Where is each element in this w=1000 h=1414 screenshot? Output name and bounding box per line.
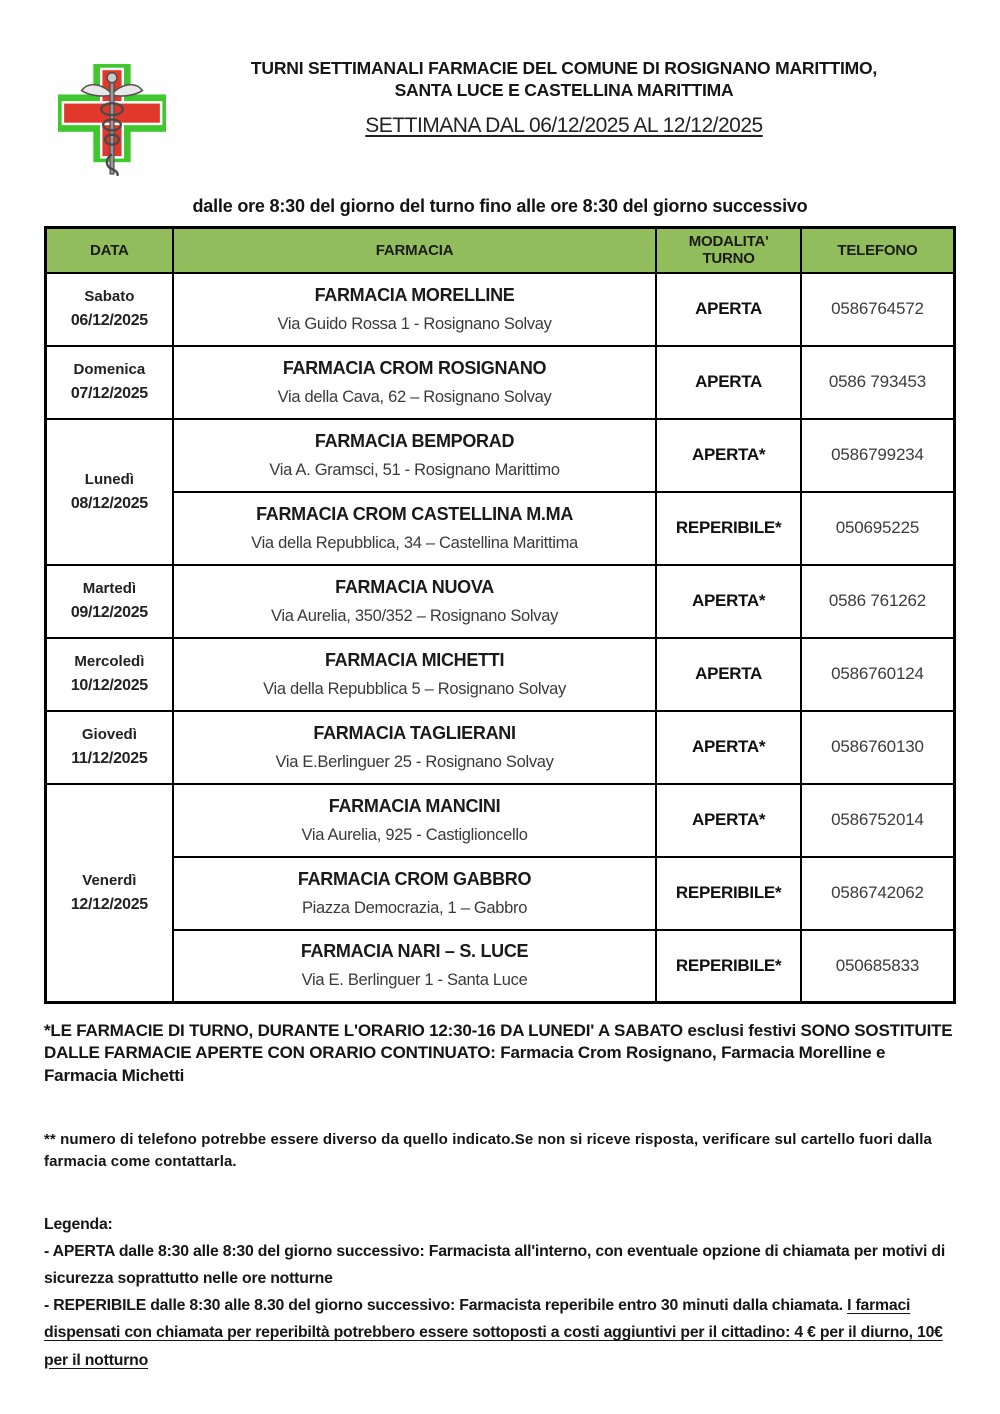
phone-cell: 050695225: [801, 492, 955, 565]
footnote-substitution: *LE FARMACIE DI TURNO, DURANTE L'ORARIO 12:30-16 DA LUNEDI' A SABATO esclusi festivi SONO SOSTITUITE DALLE FARMACIE APERTE CON ORARIO CONTINUATO: Farmacia Crom Rosignano, Farmacia Morelline e Farmacia Michetti: [44, 1021, 953, 1085]
pharmacy-cell: FARMACIA NUOVA Via Aurelia, 350/352 – Rosignano Solvay: [173, 565, 657, 638]
table-row: [46, 492, 955, 565]
table-row: [46, 638, 955, 711]
legend-title: Legenda:: [44, 1215, 113, 1233]
mode-cell: APERTA*: [656, 784, 801, 857]
mode-cell: APERTA*: [656, 419, 801, 492]
phone-cell: 0586 761262: [801, 565, 955, 638]
header-farmacia: FARMACIA: [173, 228, 657, 273]
legend-reperibile-line: [44, 1292, 956, 1373]
shift-hours-note: dalle ore 8:30 del giorno del turno fino alle ore 8:30 del giorno successivo: [192, 196, 808, 216]
mode-cell: REPERIBILE*: [656, 857, 801, 930]
pharmacy-cell: FARMACIA MICHETTI Via della Repubblica 5 – Rosignano Solvay: [173, 638, 657, 711]
day-cell-giovedi: Giovedì 11/12/2025: [46, 711, 173, 784]
pharmacy-cell: FARMACIA BEMPORAD Via A. Gramsci, 51 - Rosignano Marittimo: [173, 419, 657, 492]
table-row: [46, 346, 955, 419]
legend-reperibile-underlined-text: I farmaci dispensati con chiamata per reperibiltà potrebbero essere sottoposti a costi aggiuntivi per il cittadino: 4 € per il diurno, 10€ per il notturno: [44, 1297, 943, 1369]
document-header: [44, 58, 956, 181]
table-row: [46, 273, 955, 346]
table-row: [46, 784, 955, 857]
day-cell-venerdi: Venerdì 12/12/2025: [46, 784, 173, 1003]
phone-cell: 0586760130: [801, 711, 955, 784]
mode-cell: REPERIBILE*: [656, 492, 801, 565]
mode-cell: APERTA: [656, 638, 801, 711]
pharmacy-cross-icon: [44, 64, 172, 181]
phone-cell: 050685833: [801, 930, 955, 1003]
header-modalita-turno: MODALITA' TURNO: [656, 228, 801, 273]
phone-cell: 0586752014: [801, 784, 955, 857]
pharmacy-cell: FARMACIA TAGLIERANI Via E.Berlinguer 25 - Rosignano Solvay: [173, 711, 657, 784]
mode-cell: APERTA*: [656, 711, 801, 784]
header-data: DATA: [46, 228, 173, 273]
legend-aperta-term: - APERTA: [44, 1242, 115, 1260]
table-row: [46, 711, 955, 784]
legend-reperibile-text: dalle 8:30 alle 8.30 del giorno successivo: Farmacista reperibile entro 30 minuti dalla chiamata.: [146, 1297, 848, 1315]
mode-cell: APERTA*: [656, 565, 801, 638]
pharmacy-cell: FARMACIA CROM GABBRO Piazza Democrazia, 1 – Gabbro: [173, 857, 657, 930]
pharmacy-cell: FARMACIA CROM CASTELLINA M.MA Via della Repubblica, 34 – Castellina Marittima: [173, 492, 657, 565]
table-row: [46, 857, 955, 930]
legend-aperta-text: dalle 8:30 alle 8:30 del giorno successivo: Farmacista all'interno, con eventuale opzione di chiamata per motivi di sicurezza soprattutto nelle ore notturne: [44, 1242, 946, 1288]
table-row: [46, 930, 955, 1003]
phone-cell: 0586799234: [801, 419, 955, 492]
mode-cell: REPERIBILE*: [656, 930, 801, 1003]
day-cell-lunedi: Lunedì 08/12/2025: [46, 419, 173, 565]
pharmacy-shifts-table: [44, 226, 956, 1004]
phone-cell: 0586764572: [801, 273, 955, 346]
pharmacy-cell: FARMACIA MANCINI Via Aurelia, 925 - Castiglioncello: [173, 784, 657, 857]
table-header-row: [46, 228, 955, 273]
pharmacy-cell: FARMACIA MORELLINE Via Guido Rossa 1 - Rosignano Solvay: [173, 273, 657, 346]
footnote-phone-warning: ** numero di telefono potrebbe essere diverso da quello indicato.Se non si riceve risposta, verificare sul cartello fuori dalla farmacia come contattarla.: [44, 1131, 932, 1171]
legend-section: [44, 1211, 956, 1374]
phone-cell: 0586742062: [801, 857, 955, 930]
week-range-subtitle: SETTIMANA DAL 06/12/2025 AL 12/12/2025: [365, 113, 763, 137]
page-title-line2: SANTA LUCE E CASTELLINA MARITTIMA: [394, 79, 734, 100]
phone-cell: 0586 793453: [801, 346, 955, 419]
mode-cell: APERTA: [656, 273, 801, 346]
phone-cell: 0586760124: [801, 638, 955, 711]
mode-cell: APERTA: [656, 346, 801, 419]
day-cell-mercoledi: Mercoledì 10/12/2025: [46, 638, 173, 711]
pharmacy-cell: FARMACIA CROM ROSIGNANO Via della Cava, 62 – Rosignano Solvay: [173, 346, 657, 419]
table-row: [46, 419, 955, 492]
day-cell-domenica: Domenica 07/12/2025: [46, 346, 173, 419]
day-cell-martedi: Martedì 09/12/2025: [46, 565, 173, 638]
day-cell-sabato: Sabato 06/12/2025: [46, 273, 173, 346]
legend-reperibile-term: - REPERIBILE: [44, 1297, 147, 1315]
pharmacy-cross-graphic: [58, 64, 166, 176]
header-telefono: TELEFONO: [801, 228, 955, 273]
table-row: [46, 565, 955, 638]
page-title-line1: TURNI SETTIMANALI FARMACIE DEL COMUNE DI ROSIGNANO MARITTIMO,: [250, 58, 878, 78]
legend-aperta-line: [44, 1238, 956, 1292]
pharmacy-cell: FARMACIA NARI – S. LUCE Via E. Berlinguer 1 - Santa Luce: [173, 930, 657, 1003]
